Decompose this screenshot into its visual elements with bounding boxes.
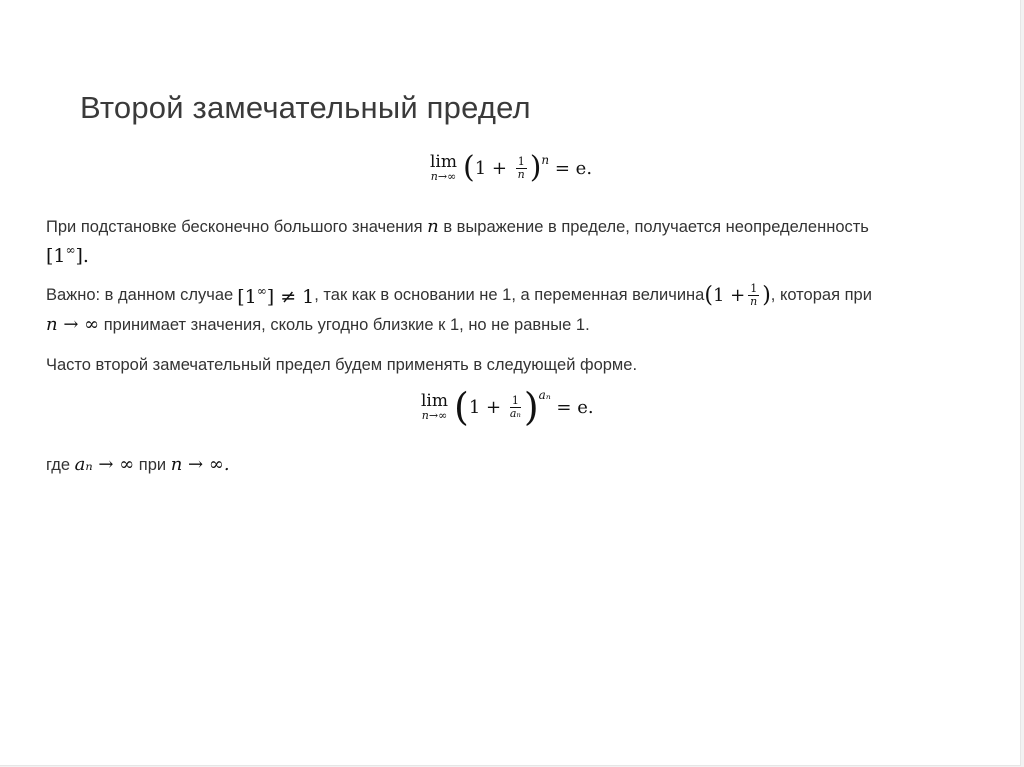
paragraph-3: Часто второй замечательный предел будем применять в следующей форме.: [46, 356, 638, 374]
fraction: $\frac{1}{\text{aₙ}}$: [509, 393, 521, 420]
formula-limit-1: lim n→∞ ( 1 + $\frac{1}{n}$ ) n = e.: [430, 150, 593, 185]
paragraph-4: где aₙ → ∞ при n → ∞.: [46, 454, 230, 475]
exponent: aₙ: [538, 388, 551, 402]
lim-operator: lim n→∞: [421, 391, 448, 422]
fraction: $\frac{1}{n}$: [517, 154, 525, 181]
slide-title: Второй замечательный предел: [80, 90, 531, 125]
formula-limit-2: lim n→∞ ( 1 + $\frac{1}{\text{aₙ}}$ ) aₙ = e.: [421, 385, 594, 429]
paragraph-2-line-2: n → ∞ принимает значения, сколь угодно близкие к 1, но не равные 1.: [46, 314, 590, 335]
lim-operator: lim n→∞: [430, 152, 457, 183]
exponent: n: [541, 153, 550, 167]
paragraph-1-line-1: При подстановке бесконечно большого значения n в выражение в пределе, получается неопределенность: [46, 216, 869, 237]
fraction-expression: ( 1 + $\frac{1}{n}$ ): [704, 282, 771, 308]
paragraph-2-line-1: Важно: в данном случае [1∞] ≠ 1 , так как в основании не 1, а переменная величина ( 1 + $\frac{1}{n}$ ) , которая при: [46, 282, 872, 308]
paragraph-1-line-2: [1∞].: [46, 243, 89, 267]
